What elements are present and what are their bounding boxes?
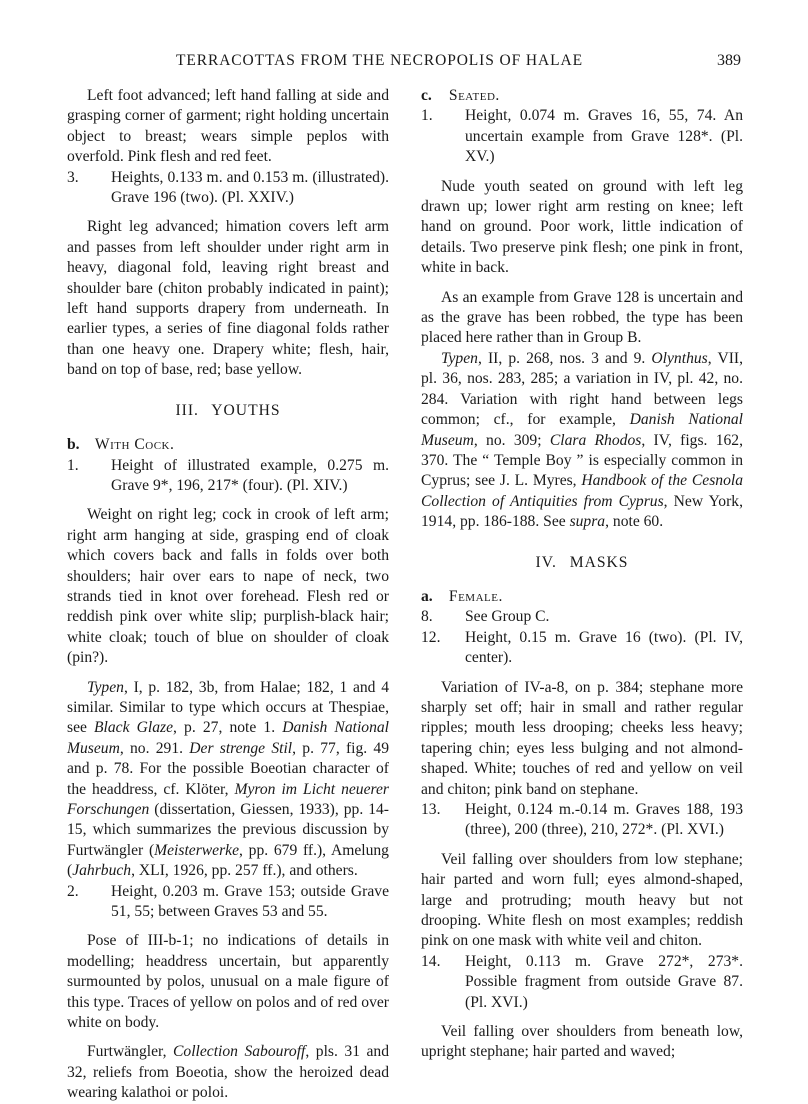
subsection-title: Seated. bbox=[448, 87, 500, 104]
paragraph-variation: Variation of IV-a-8, on p. 384; stephane more sharply set off; hair in small and rather regular ripples; mouth less drooping; cheeks less heavy; tapering chin; eyes less bulging and not almond-shaped. White; touches of red and yellow on veil and chiton; pink band on stephane. bbox=[421, 678, 743, 798]
section-title: YOUTHS bbox=[211, 401, 281, 419]
paragraph-nude-youth: Nude youth seated on ground with left leg drawn up; lower right arm resting on knee; left hand on ground. Poor work, little indication of details. Two preserve pink flesh; one pink in front, white in back. bbox=[421, 177, 743, 277]
entry-number: 2. bbox=[67, 882, 79, 900]
subsection-seated bbox=[421, 86, 743, 106]
ref-title: Meisterwerke bbox=[154, 841, 240, 859]
paragraph-example: As an example from Grave 128 is uncertain and as the grave has been robbed, the type has been placed here rather than in Group B. bbox=[421, 288, 743, 347]
paragraph-typen-references bbox=[421, 349, 743, 533]
section-heading-masks bbox=[421, 553, 743, 573]
subsection-letter: a. bbox=[421, 587, 433, 605]
ref-text: (dissertation, Giessen, 1933), pp. 14-15, which summarizes the previous discussion by Furtwängler ( bbox=[67, 801, 389, 859]
left-column bbox=[67, 86, 389, 1104]
catalogue-entry-1 bbox=[421, 106, 743, 167]
ref-text: , pls. 31 and 32, reliefs from Boeotia, show the heroized dead wearing kalathoi or poloi. bbox=[67, 1043, 389, 1102]
paragraph-continued: Left foot advanced; left hand falling at side and grasping corner of garment; right holding uncertain object to breast; wears simple peplos with overfold. Pink flesh and red feet. bbox=[67, 87, 389, 166]
ref-title: supra bbox=[569, 513, 606, 531]
ref-title: Typen bbox=[441, 349, 478, 367]
page-number: 389 bbox=[717, 52, 741, 69]
ref-text: , I, p. 182, 3b, from Halae; 182, 1 and 4 similar. Similar to type which occurs at Thespiae, see bbox=[67, 678, 389, 737]
catalogue-entry-14 bbox=[421, 952, 743, 1013]
entry-text: Height, 0.074 m. Graves 16, 55, 74. An uncertain example from Grave 128*. (Pl. XV.) bbox=[465, 107, 743, 166]
ref-title: Typen bbox=[87, 678, 124, 696]
entry-text: Height of illustrated example, 0.275 m. Grave 9*, 196, 217* (four). (Pl. XIV.) bbox=[111, 456, 389, 494]
subsection-title: Female. bbox=[448, 587, 503, 605]
entry-number: 3. bbox=[67, 168, 79, 186]
ref-text: , p. 27, note 1. bbox=[173, 719, 283, 737]
ref-text: , II, p. 268, nos. 3 and 9. bbox=[477, 349, 652, 367]
ref-title: Clara Rhodos bbox=[549, 431, 642, 449]
entry-number: 1. bbox=[67, 456, 79, 474]
entry-number: 13. bbox=[421, 801, 441, 818]
running-head bbox=[0, 52, 808, 76]
ref-text: , VII, pl. 36, nos. 283, 285; a variation in IV, pl. 42, no. 284. Variation with right hand between legs common; cf., for example, bbox=[421, 349, 743, 429]
entry-number: 12. bbox=[421, 628, 441, 646]
subsection-title: With Cock. bbox=[94, 436, 175, 454]
ref-text: , no. 309; bbox=[473, 431, 550, 449]
entry-text: Height, 0.15 m. Grave 16 (two). (Pl. IV, center). bbox=[465, 628, 743, 667]
catalogue-entry-3 bbox=[67, 168, 389, 209]
entry-text: Height, 0.203 m. Grave 153; outside Grave 51, 55; between Graves 53 and 55. bbox=[111, 882, 389, 921]
paragraph-veil-low-stephane: Veil falling over shoulders from low stephane; hair parted and worn full; eyes almond-shaped, large and protruding; mouth heavy but not drooping. White flesh on most examples; reddish pink on one mask with white veil and chiton. bbox=[421, 850, 743, 950]
ref-title: Jahrbuch bbox=[72, 862, 132, 880]
ref-text: , p. 77, fig. 49 and p. 78. For the possible Boeotian character of the headdress, cf. Klöter, bbox=[67, 739, 390, 798]
paragraph-pose: Pose of III-b-1; no indications of details in modelling; headdress uncertain, but apparently surmounted by polos, unusual on a male figure of this type. Traces of yellow on polos and of red over white on body. bbox=[67, 932, 389, 1032]
entry-text: See Group C. bbox=[465, 608, 550, 626]
entry-number: 14. bbox=[421, 952, 441, 970]
paragraph-veil-upright-stephane: Veil falling over shoulders from beneath low, upright stephane; hair parted and waved; bbox=[421, 1023, 743, 1061]
ref-title: Black Glaze bbox=[94, 719, 174, 737]
ref-text: , New York, 1914, pp. 186-188. See bbox=[421, 492, 743, 531]
ref-text: , pp. 679 ff.), Amelung ( bbox=[67, 841, 389, 880]
subsection-letter: b. bbox=[67, 436, 80, 454]
paragraph-weight: Weight on right leg; cock in crook of left arm; right arm hanging at side, grasping end of cloak which covers back and falls in folds over both shoulders; hair over ears to nape of neck, two strands tied in knot over forehead. Flesh red or reddish pink over white slip; purplish-black hair; white cloak; touch of blue on shoulder of cloak (pin?). bbox=[67, 506, 389, 667]
section-title: MASKS bbox=[569, 553, 629, 571]
ref-text: Furtwängler, bbox=[87, 1043, 173, 1061]
running-head-title: TERRACOTTAS FROM THE NECROPOLIS OF HALAE bbox=[176, 52, 583, 69]
section-roman-numeral: III. bbox=[175, 401, 199, 419]
ref-text: , IV, figs. 162, 370. The “ Temple Boy ” is especially common in Cyprus; see J. L. Myres, bbox=[421, 431, 744, 490]
entry-number: 1. bbox=[421, 107, 433, 125]
catalogue-entry-2 bbox=[67, 882, 389, 923]
ref-title: Handbook of the Cesnola Collection of Antiquities from Cyprus bbox=[421, 472, 743, 510]
ref-title: Der strenge Stil bbox=[189, 739, 293, 757]
ref-title: Myron im Licht neuerer Forschungen bbox=[67, 780, 389, 818]
paragraph-right-leg: Right leg advanced; himation covers left arm and passes from left shoulder under right arm in heavy, diagonal fold, leaving right breast and shoulder bare (chiton probably indicated in paint); left hand supports drapery from underneath. In earlier types, a series of fine diagonal folds rather than one heavy one. Drapery white; flesh, hair, band on top of base, red; base yellow. bbox=[67, 218, 389, 379]
entry-text: Height, 0.113 m. Grave 272*, 273*. Possible fragment from outside Grave 87. (Pl. XVI.) bbox=[465, 952, 743, 1011]
catalogue-entry-12 bbox=[421, 628, 743, 669]
paragraph-furtwangler bbox=[67, 1042, 389, 1103]
section-heading-youths bbox=[67, 401, 389, 421]
catalogue-entry-8 bbox=[421, 607, 743, 627]
ref-title: Danish National Museum bbox=[67, 719, 390, 757]
right-column bbox=[421, 86, 743, 1063]
paragraph-typen-references bbox=[67, 678, 389, 882]
ref-title: Danish National Museum bbox=[421, 411, 743, 449]
entry-text: Height, 0.124 m.-0.14 m. Graves 188, 193 (three), 200 (three), 210, 272*. (Pl. XVI.) bbox=[465, 801, 743, 839]
catalogue-entry-13 bbox=[421, 800, 743, 841]
catalogue-entry-1 bbox=[67, 456, 389, 497]
entry-text: Heights, 0.133 m. and 0.153 m. (illustrated). Grave 196 (two). (Pl. XXIV.) bbox=[111, 168, 389, 207]
ref-title: Olynthus bbox=[651, 349, 708, 367]
ref-text: , XLI, 1926, pp. 257 ff.), and others. bbox=[131, 862, 358, 880]
ref-text: , no. 291. bbox=[119, 739, 190, 757]
ref-text: , note 60. bbox=[605, 513, 664, 531]
subsection-letter: c. bbox=[421, 87, 432, 104]
subsection-with-cock bbox=[67, 435, 389, 455]
section-roman-numeral: IV. bbox=[535, 553, 557, 571]
subsection-female bbox=[421, 587, 743, 607]
entry-number: 8. bbox=[421, 608, 433, 626]
ref-title: Collection Sabouroff bbox=[173, 1043, 306, 1061]
